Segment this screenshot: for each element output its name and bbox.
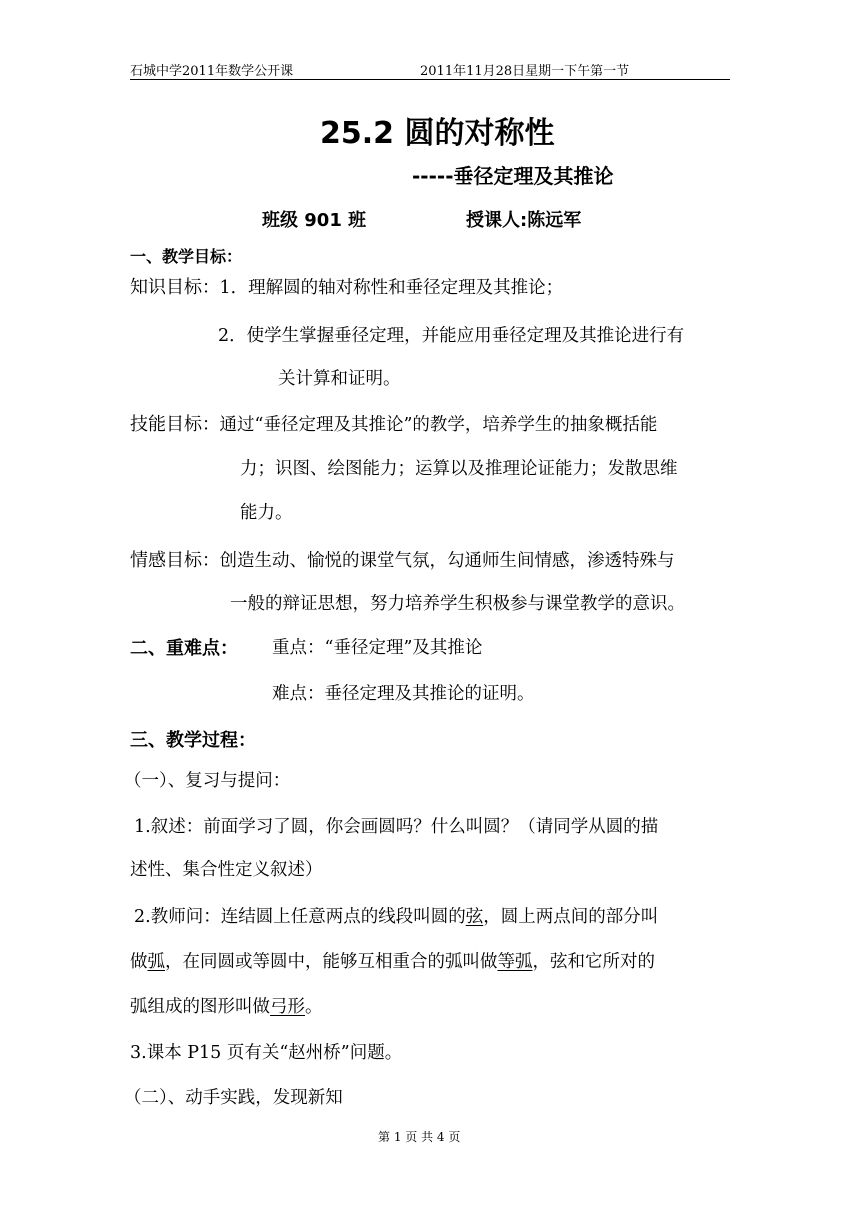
page-footer: 第 1 页 共 4 页 bbox=[378, 1130, 461, 1144]
skill-goal-label: 技能目标 bbox=[130, 414, 202, 435]
emotion-goal-label: 情感目标 bbox=[130, 550, 202, 571]
item-2-line-2-post: ，弦和它所对的 bbox=[532, 952, 655, 972]
item-2-line-1-post: ，圆上两点间的部分叫 bbox=[483, 907, 659, 927]
skill-goal-line-1 bbox=[130, 410, 657, 436]
term-arc: 弧 bbox=[147, 952, 165, 972]
item-2-line-1 bbox=[134, 903, 658, 928]
item-2-line-2-mid: ，在同圆或等圆中，能够互相重合的弧叫做 bbox=[165, 952, 498, 972]
class-info: 班级 901 班 bbox=[262, 210, 367, 231]
item-2-line-2 bbox=[130, 948, 655, 973]
item-2-line-2-pre: 做 bbox=[130, 952, 148, 972]
difficult-point-text: 难点：垂径定理及其推论的证明。 bbox=[272, 684, 535, 704]
skill-goal-text-3: 能力。 bbox=[240, 503, 293, 523]
knowledge-goal-text-2b: 关计算和证明。 bbox=[278, 369, 401, 389]
part-2-heading: （二）、动手实践，发现新知 bbox=[124, 1088, 343, 1108]
skill-goal-text-1: ：通过“垂径定理及其推论”的教学，培养学生的抽象概括能 bbox=[202, 415, 658, 435]
item-2-line-3-post: 。 bbox=[305, 997, 323, 1017]
term-chord: 弦 bbox=[465, 907, 484, 927]
item-1-line-2: 述性、集合性定义叙述） bbox=[130, 860, 323, 880]
term-equal-arc: 等弧 bbox=[497, 952, 533, 972]
item-2-line-3-pre: 弧组成的图形叫做 bbox=[130, 997, 270, 1017]
key-point-text: 重点：“垂径定理”及其推论 bbox=[272, 638, 483, 658]
section-1-heading: 一、教学目标： bbox=[130, 247, 243, 266]
section-3-heading: 三、教学过程： bbox=[130, 730, 256, 751]
header-right: 2011年11月28日星期一下午第一节 bbox=[420, 64, 630, 79]
item-3: 3.课本 P15 页有关“赵州桥”问题。 bbox=[130, 1043, 403, 1063]
knowledge-goal-text-2a: 2．使学生掌握垂径定理，并能应用垂径定理及其推论进行有 bbox=[218, 326, 685, 346]
knowledge-goal-label: 知识目标 bbox=[130, 277, 202, 298]
page-title: 25.2 圆的对称性 bbox=[320, 116, 555, 151]
emotion-goal-text-2: 一般的辩证思想，努力培养学生积极参与课堂教学的意识。 bbox=[230, 594, 685, 614]
skill-goal-text-2: 力；识图、绘图能力；运算以及推理论证能力；发散思维 bbox=[240, 459, 678, 479]
teacher-info: 授课人:陈远军 bbox=[466, 210, 582, 231]
part-1-heading: （一）、复习与提问： bbox=[124, 771, 291, 791]
emotion-goal-line-1 bbox=[130, 546, 675, 572]
knowledge-goal-text-1: ：1．理解圆的轴对称性和垂径定理及其推论； bbox=[202, 278, 564, 298]
header-left: 石城中学2011年数学公开课 bbox=[130, 64, 294, 79]
item-2-line-3 bbox=[130, 993, 323, 1018]
item-1-line-1: 1.叙述：前面学习了圆，你会画圆吗？什么叫圆？（请同学从圆的描 bbox=[134, 817, 659, 837]
page-subtitle: -----垂径定理及其推论 bbox=[412, 164, 614, 188]
emotion-goal-text-1: ：创造生动、愉悦的课堂气氛，勾通师生间情感，渗透特殊与 bbox=[202, 551, 675, 571]
item-2-line-1-pre: 2.教师问：连结圆上任意两点的线段叫圆的 bbox=[134, 907, 466, 927]
section-2-heading: 二、重难点： bbox=[130, 638, 238, 659]
knowledge-goal-line-1 bbox=[130, 273, 563, 299]
header-divider bbox=[130, 79, 730, 80]
term-segment: 弓形 bbox=[270, 997, 305, 1017]
